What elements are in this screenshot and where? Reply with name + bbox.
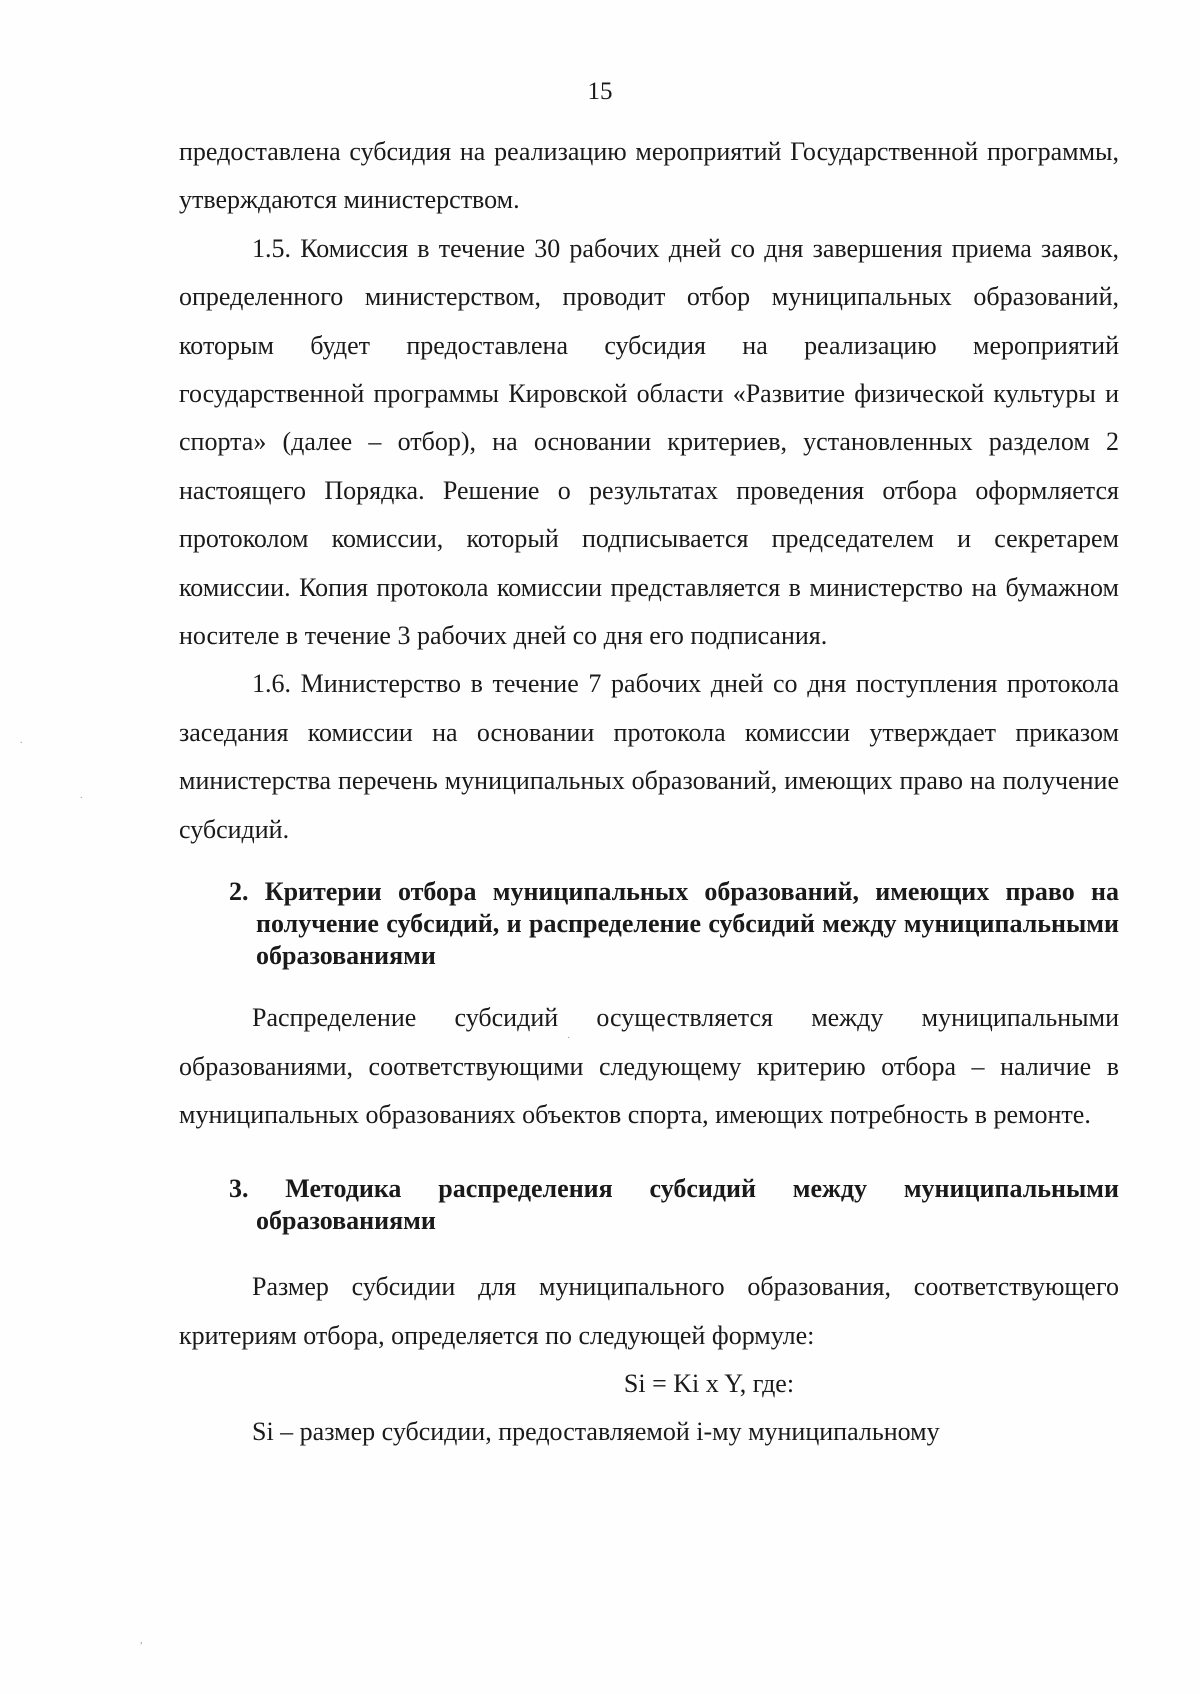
- paragraph-1-5: 1.5. Комиссия в течение 30 рабочих дней со дня завершения приема заявок, определенного министерством, проводит отбор муниципальных образований, которым будет предоставлена субсидия на реализацию мероприятий государственной программы Кировской области «Развитие физической культуры и спорта» (далее – отбор), на основании критериев, установленных разделом 2 настоящего Порядка. Решение о результатах проведения отбора оформляется протоколом комиссии, который подписывается председателем и секретарем комиссии. Копия протокола комиссии представляется в министерство на бумажном носителе в течение 3 рабочих дней со дня его подписания.: [179, 233, 1119, 651]
- scan-speck: ,: [140, 1635, 143, 1646]
- scan-speck: .: [80, 790, 83, 801]
- section-heading-2: 2. Критерии отбора муниципальных образований, имеющих право на получение субсидий, и распределение субсидий между муниципальными образованиями: [229, 877, 1119, 971]
- formula: Si = Ki x Y, где:: [623, 1369, 795, 1399]
- paragraph-1-6: 1.6. Министерство в течение 7 рабочих дней со дня поступления протокола заседания комиссии на основании протокола комиссии утверждает приказом министерства перечень муниципальных образований, имеющих право на получение субсидий.: [179, 669, 1119, 844]
- paragraph-formula-intro: Размер субсидии для муниципального образования, соответствующего критериям отбора, определяется по следующей формуле:: [179, 1272, 1119, 1350]
- section-heading-3: 3. Методика распределения субсидий между муниципальными образованиями: [229, 1174, 1119, 1236]
- scan-speck: ·: [567, 1033, 571, 1044]
- page-number: 15: [587, 78, 613, 105]
- document-body: [179, 128, 1119, 1457]
- paragraph-continuation: предоставлена субсидия на реализацию мероприятий Государственной программы, утверждаются министерством.: [179, 137, 1119, 215]
- paragraph-distribution: Распределение субсидий осуществляется между муниципальными образованиями, соответствующими следующему критерию отбора – наличие в муниципальных образованиях объектов спорта, имеющих потребность в ремонте.: [179, 1003, 1119, 1129]
- paragraph-si-definition: Si – размер субсидии, предоставляемой i-му муниципальному: [252, 1417, 940, 1447]
- scan-speck: .: [20, 735, 23, 746]
